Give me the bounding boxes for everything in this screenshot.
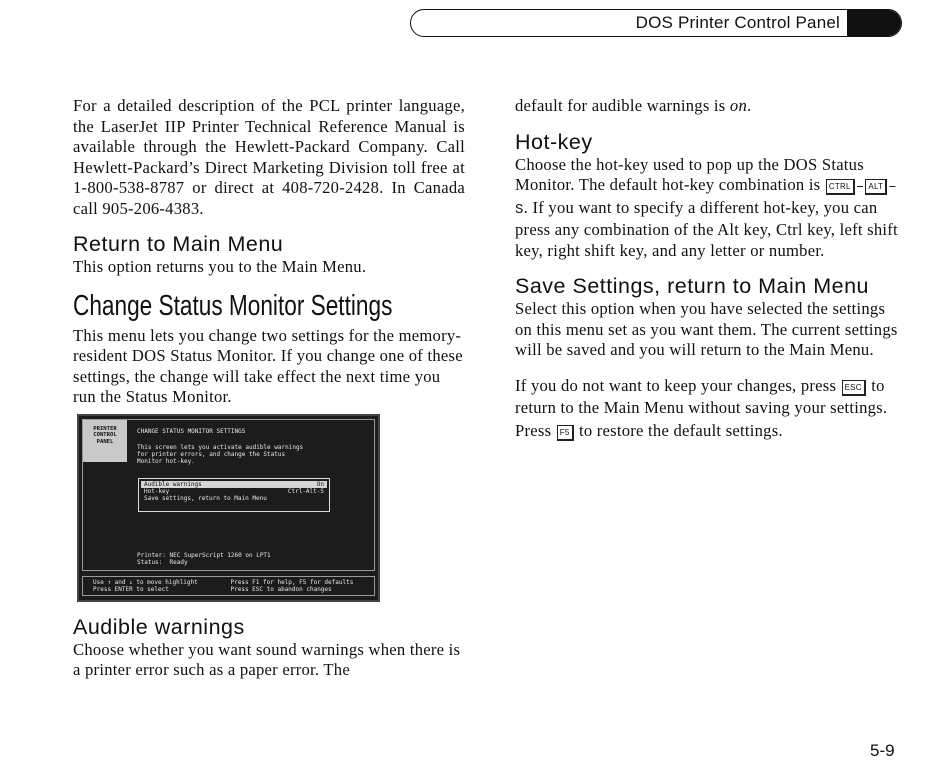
change-settings-text: This menu lets you change two settings for the memory-resident DOS Status Monitor. If you change one of these settings, the change will take effect the next time you run the Status Monitor. — [73, 325, 463, 406]
right-column — [515, 96, 905, 442]
panel-label: PRINTER CONTROL PANEL — [83, 420, 127, 462]
intro-paragraph: For a detailed description of the PCL printer language, the LaserJet IIP Printer Technical Reference Manual is available through the Hewlett-Packard Company. Call Hewlett-Packard’s Direct Marketing Division toll free at 1-800-538-8787 or direct at 408-720-2428. In Canada call 905-206-4383. — [73, 96, 465, 218]
menu-item-save[interactable] — [141, 495, 327, 502]
hotkey-heading: Hot-key — [515, 129, 593, 154]
hotkey-text-1: Choose the hot-key used to pop up the DOS Status Monitor. The default hot-key combination is — [515, 154, 864, 194]
audible-cont-prefix: default for audible warnings is — [515, 96, 730, 115]
status-monitor-screenshot — [77, 414, 380, 602]
menu-item-label: Hot-key — [144, 487, 170, 495]
menu-item-audible[interactable] — [141, 481, 327, 488]
menu-item-value: On — [316, 480, 324, 488]
audible-continued — [515, 96, 905, 117]
f5-suffix: to restore the default settings. — [578, 420, 783, 440]
settings-menu — [138, 478, 330, 512]
esc-key-icon: ESC — [842, 380, 866, 396]
esc-suffix: to return to the Main Menu without saving your settings. Press — [515, 375, 888, 440]
save-heading: Save Settings, return to Main Menu — [515, 274, 870, 298]
audible-cont-suffix: . — [747, 96, 752, 115]
screen-help-bar — [82, 576, 375, 596]
menu-item-value: Ctrl-Alt-S — [287, 487, 324, 495]
esc-paragraph — [515, 375, 905, 443]
save-text: Select this option when you have selected the settings on this menu set as you want them. The current settings will be saved and you will return to the Main Menu. — [515, 299, 898, 359]
screen-description: This screen lets you activate audible warnings for printer errors, and change the Status Monitor hot-key. — [137, 443, 304, 466]
return-heading: Return to Main Menu — [73, 232, 284, 256]
help-left: Use ↑ and ↓ to move highlight Press ENTER to select — [93, 578, 198, 593]
audible-heading: Audible warnings — [73, 614, 245, 639]
menu-item-hotkey[interactable] — [141, 488, 327, 495]
hotkey-s: –S — [515, 179, 897, 218]
menu-item-label: Audible warnings — [144, 480, 202, 488]
left-column — [73, 96, 465, 681]
screen-main-frame — [82, 419, 375, 571]
help-right: Press F1 for help, F5 for defaults Press ESC to abandon changes — [230, 578, 354, 593]
f5-key-icon: F5 — [557, 425, 574, 441]
esc-prefix: If you do not want to keep your changes, press — [515, 375, 837, 395]
hotkey-text-2: . If you want to specify a different hot-key, you can press any combination of the Alt key, Ctrl key, left shift key, right shift key, and any letter or number. — [515, 197, 898, 260]
return-text: This option returns you to the Main Menu. — [73, 257, 367, 276]
change-settings-heading: Change Status Monitor Settings — [73, 289, 393, 322]
menu-item-label: Save settings, return to Main Menu — [144, 495, 267, 503]
audible-text: Choose whether you want sound warnings when there is a printer error such as a paper error. The — [73, 639, 461, 679]
alt-key-icon: ALT — [865, 179, 887, 195]
page-number: 5-9 — [870, 741, 895, 760]
screen-title: CHANGE STATUS MONITOR SETTINGS — [137, 427, 246, 435]
hotkey-dash: – — [855, 179, 865, 195]
hotkey-text — [515, 155, 905, 262]
header-black-tab — [847, 10, 901, 36]
ctrl-key-icon: CTRL — [826, 179, 855, 195]
running-header-title: DOS Printer Control Panel — [635, 13, 840, 32]
printer-status: Printer: NEC SuperScript 1260 on LPT1 Status: Ready — [137, 551, 271, 566]
header-tab — [410, 9, 902, 37]
audible-default-value: on — [729, 96, 747, 115]
